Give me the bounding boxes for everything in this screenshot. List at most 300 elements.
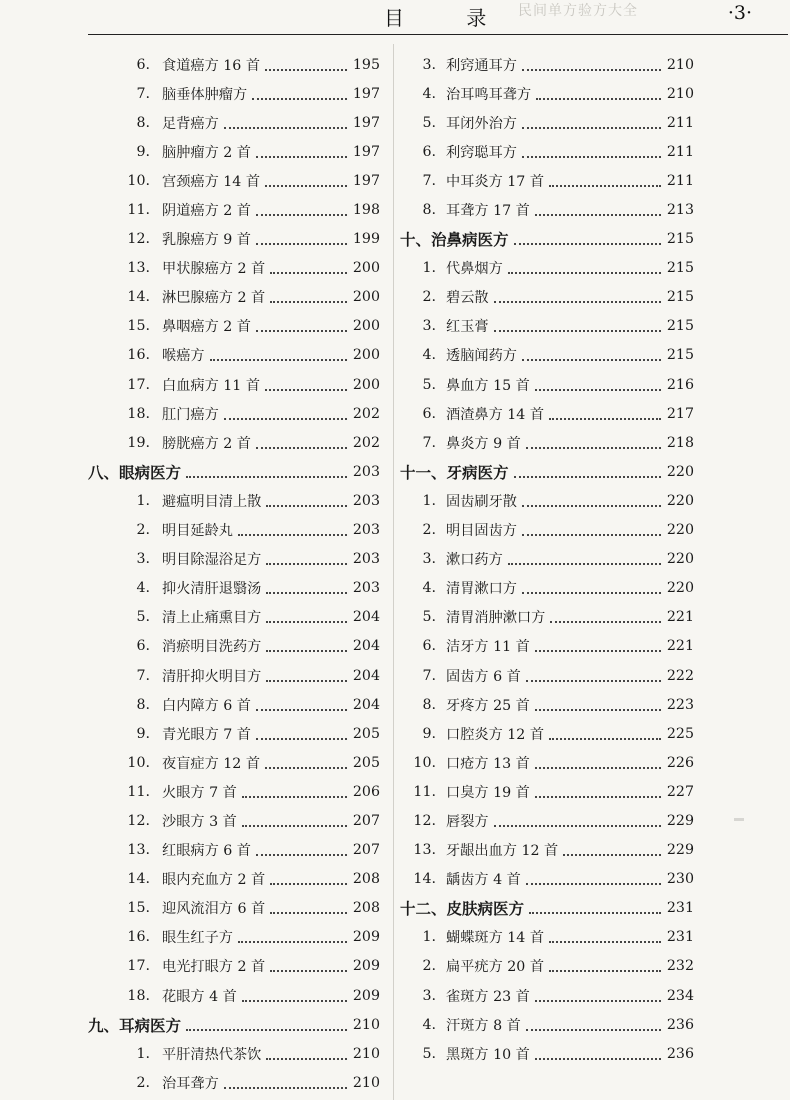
entry-number: 3. xyxy=(136,551,150,568)
dot-leader xyxy=(238,516,347,536)
entry-number: 7. xyxy=(136,667,150,684)
page-ref: 232 xyxy=(666,958,694,975)
entry-title: 耳聋方 17 首 xyxy=(446,203,530,220)
entry-title: 固齿方 6 首 xyxy=(446,668,521,685)
dot-leader xyxy=(550,603,661,623)
entry-title: 电光打眼方 2 首 xyxy=(162,959,266,976)
entry-title: 红玉膏 xyxy=(446,319,489,336)
entry-number: 2. xyxy=(422,958,436,975)
toc-entry[interactable] xyxy=(400,952,694,981)
page-ref: 210 xyxy=(352,1016,380,1033)
page-ref: 205 xyxy=(352,754,380,771)
page-ref: 220 xyxy=(666,492,694,509)
page-ref: 208 xyxy=(352,871,380,888)
toc-entry[interactable] xyxy=(88,661,380,690)
page-ref: 229 xyxy=(666,842,694,859)
toc-entry[interactable] xyxy=(400,632,694,661)
page-ref: 236 xyxy=(666,1045,694,1062)
toc-entry[interactable] xyxy=(88,254,380,283)
toc-entry[interactable] xyxy=(400,166,694,195)
page-ref: 202 xyxy=(352,405,380,422)
entry-number: 6. xyxy=(136,638,150,655)
dot-leader xyxy=(256,836,347,856)
toc-section-heading[interactable] xyxy=(88,1010,380,1039)
entry-title: 甲状腺癌方 2 首 xyxy=(162,261,266,278)
entry-number: 16. xyxy=(127,347,150,364)
toc-entry[interactable] xyxy=(88,981,380,1010)
toc-entry[interactable] xyxy=(88,50,380,79)
toc-entry[interactable] xyxy=(88,894,380,923)
entry-number: 13. xyxy=(127,842,150,859)
entry-title: 黑斑方 10 首 xyxy=(446,1046,530,1063)
toc-entry[interactable] xyxy=(88,486,380,515)
dot-leader xyxy=(242,982,347,1002)
page-ref: 210 xyxy=(352,1045,380,1062)
page-ref: 197 xyxy=(352,143,380,160)
dot-leader xyxy=(266,603,347,623)
dot-leader xyxy=(270,865,347,885)
entry-number: 9. xyxy=(136,143,150,160)
toc-entry[interactable] xyxy=(400,1010,694,1039)
entry-number: 1. xyxy=(422,929,436,946)
toc-entry[interactable] xyxy=(400,690,694,719)
entry-title: 治耳鸣耳聋方 xyxy=(446,86,532,103)
toc-entry[interactable] xyxy=(400,283,694,312)
page-ref: 204 xyxy=(352,696,380,713)
dot-leader xyxy=(514,458,661,478)
dot-leader xyxy=(266,487,347,507)
toc-entry[interactable] xyxy=(88,1068,380,1097)
toc-entry[interactable] xyxy=(400,777,694,806)
toc-entry[interactable] xyxy=(88,108,380,137)
toc-entry[interactable] xyxy=(400,981,694,1010)
entry-title: 口腔炎方 12 首 xyxy=(446,726,545,743)
page-ref: 222 xyxy=(666,667,694,684)
entry-number: 6. xyxy=(422,405,436,422)
toc-entry[interactable] xyxy=(88,1039,380,1068)
entry-number: 11. xyxy=(127,783,150,800)
entry-number: 5. xyxy=(422,376,436,393)
page-ref: 203 xyxy=(352,492,380,509)
page-ref: 229 xyxy=(666,812,694,829)
entry-title: 漱口药方 xyxy=(446,552,503,569)
entry-number: 12. xyxy=(127,231,150,248)
page-ref: 198 xyxy=(352,202,380,219)
section-title: 十二、皮肤病医方 xyxy=(400,899,525,919)
page-ref: 197 xyxy=(352,172,380,189)
page-ref: 200 xyxy=(352,376,380,393)
toc-entry[interactable] xyxy=(88,428,380,457)
page-ref: 215 xyxy=(666,260,694,277)
toc-entry[interactable] xyxy=(88,777,380,806)
page-ref: 200 xyxy=(352,260,380,277)
entry-number: 1. xyxy=(136,1045,150,1062)
entry-title: 阴道癌方 2 首 xyxy=(162,203,251,220)
dot-leader xyxy=(270,283,347,303)
dot-leader xyxy=(266,545,347,565)
dot-leader xyxy=(522,574,661,594)
dot-leader xyxy=(210,341,347,361)
toc-entry[interactable] xyxy=(400,108,694,137)
dot-leader xyxy=(256,196,347,216)
page-ref: 213 xyxy=(666,202,694,219)
entry-title: 平肝清热代茶饮 xyxy=(162,1046,262,1063)
toc-entry[interactable] xyxy=(88,79,380,108)
entry-number: 10. xyxy=(127,754,150,771)
faint-running-header: 民间单方验方大全 xyxy=(518,3,638,19)
entry-title: 食道癌方 16 首 xyxy=(162,57,261,74)
toc-entry[interactable] xyxy=(88,137,380,166)
entry-title: 迎风流泪方 6 首 xyxy=(162,901,266,918)
toc-entry[interactable] xyxy=(400,1039,694,1068)
entry-title: 耳闭外治方 xyxy=(446,115,517,132)
toc-entry[interactable] xyxy=(88,923,380,952)
dot-leader xyxy=(494,807,661,827)
entry-number: 9. xyxy=(136,725,150,742)
dot-leader xyxy=(549,952,661,972)
page-ref: 220 xyxy=(666,463,694,480)
page-ref: 209 xyxy=(352,958,380,975)
page-ref: 231 xyxy=(666,929,694,946)
toc-entry[interactable] xyxy=(400,254,694,283)
entry-number: 10. xyxy=(413,754,436,771)
entry-title: 火眼方 7 首 xyxy=(162,784,237,801)
toc-entry[interactable] xyxy=(88,283,380,312)
entry-number: 11. xyxy=(127,202,150,219)
page-ref: 209 xyxy=(352,929,380,946)
dot-leader xyxy=(266,574,347,594)
entry-number: 7. xyxy=(136,85,150,102)
entry-title: 夜盲症方 12 首 xyxy=(162,755,261,772)
section-title: 十一、牙病医方 xyxy=(400,462,509,482)
toc-entry[interactable] xyxy=(88,341,380,370)
toc-entry[interactable] xyxy=(88,748,380,777)
entry-title: 清胃消肿漱口方 xyxy=(446,610,546,627)
entry-number: 3. xyxy=(422,318,436,335)
dot-leader xyxy=(266,1040,347,1060)
dot-leader xyxy=(522,138,661,158)
page-ref: 218 xyxy=(666,434,694,451)
page-ref: 221 xyxy=(666,638,694,655)
toc-entry[interactable] xyxy=(400,545,694,574)
section-title: 八、眼病医方 xyxy=(88,462,182,482)
entry-number: 7. xyxy=(422,667,436,684)
entry-title: 利窍通耳方 xyxy=(446,57,517,74)
entry-title: 鼻咽癌方 2 首 xyxy=(162,319,251,336)
entry-title: 口疮方 13 首 xyxy=(446,755,530,772)
entry-title: 扁平疣方 20 首 xyxy=(446,959,545,976)
entry-title: 牙疼方 25 首 xyxy=(446,697,530,714)
dot-leader xyxy=(224,109,347,129)
entry-title: 乳腺癌方 9 首 xyxy=(162,232,251,249)
entry-number: 16. xyxy=(127,929,150,946)
entry-number: 15. xyxy=(127,900,150,917)
page-ref: 215 xyxy=(666,289,694,306)
page-ref: 200 xyxy=(352,347,380,364)
entry-number: 4. xyxy=(422,1016,436,1033)
toc-entry[interactable] xyxy=(400,661,694,690)
dot-leader xyxy=(563,836,661,856)
entry-number: 7. xyxy=(422,172,436,189)
dot-leader xyxy=(270,254,347,274)
toc-entry[interactable] xyxy=(88,545,380,574)
toc-entry[interactable] xyxy=(88,399,380,428)
dot-leader xyxy=(224,400,347,420)
toc-entry[interactable] xyxy=(400,399,694,428)
entry-title: 白内障方 6 首 xyxy=(162,697,251,714)
page-ref: 200 xyxy=(352,318,380,335)
dot-leader xyxy=(186,458,347,478)
page-ref: 204 xyxy=(352,638,380,655)
entry-title: 脑肿瘤方 2 首 xyxy=(162,144,251,161)
page-ref: 207 xyxy=(352,842,380,859)
dot-leader xyxy=(508,254,661,274)
entry-number: 10. xyxy=(127,172,150,189)
entry-number: 5. xyxy=(422,609,436,626)
dot-leader xyxy=(265,167,347,187)
dot-leader xyxy=(535,196,661,216)
toc-entry[interactable] xyxy=(88,166,380,195)
page-ref: 197 xyxy=(352,114,380,131)
entry-number: 8. xyxy=(422,202,436,219)
dot-leader xyxy=(535,778,661,798)
page-ref: 225 xyxy=(666,725,694,742)
toc-entry[interactable] xyxy=(400,137,694,166)
toc-section-heading[interactable] xyxy=(88,457,380,486)
dot-leader xyxy=(265,371,347,391)
entry-title: 眼内充血方 2 首 xyxy=(162,872,266,889)
dot-leader xyxy=(494,283,661,303)
entry-title: 抑火清肝退翳汤 xyxy=(162,581,262,598)
toc-entry[interactable] xyxy=(400,486,694,515)
entry-title: 唇裂方 xyxy=(446,813,489,830)
dot-leader xyxy=(256,138,347,158)
entry-number: 1. xyxy=(422,260,436,277)
toc-section-heading[interactable] xyxy=(400,457,694,486)
toc-entry[interactable] xyxy=(88,370,380,399)
dot-leader xyxy=(270,894,347,914)
dot-leader xyxy=(242,778,347,798)
entry-number: 14. xyxy=(127,289,150,306)
page-ref: 227 xyxy=(666,783,694,800)
page-ref: 203 xyxy=(352,580,380,597)
entry-title: 固齿刷牙散 xyxy=(446,493,517,510)
entry-number: 4. xyxy=(422,347,436,364)
page-title: 目 录 xyxy=(384,6,515,30)
dot-leader xyxy=(256,429,347,449)
page-ref: 200 xyxy=(352,289,380,306)
entry-title: 口臭方 19 首 xyxy=(446,784,530,801)
page-ref: 204 xyxy=(352,667,380,684)
dot-leader xyxy=(536,80,661,100)
entry-number: 2. xyxy=(422,522,436,539)
dot-leader xyxy=(494,312,661,332)
toc-entry[interactable] xyxy=(400,865,694,894)
dot-leader xyxy=(265,51,347,71)
page-ref: 195 xyxy=(352,56,380,73)
toc-entry[interactable] xyxy=(88,952,380,981)
toc-entry[interactable] xyxy=(88,574,380,603)
entry-title: 宫颈癌方 14 首 xyxy=(162,173,261,190)
entry-title: 沙眼方 3 首 xyxy=(162,813,237,830)
entry-title: 脑垂体肿瘤方 xyxy=(162,86,248,103)
dot-leader xyxy=(224,1069,347,1089)
entry-title: 蝴蝶斑方 14 首 xyxy=(446,930,545,947)
entry-number: 15. xyxy=(127,318,150,335)
entry-number: 2. xyxy=(136,1074,150,1091)
toc-entry[interactable] xyxy=(88,690,380,719)
entry-number: 5. xyxy=(422,1045,436,1062)
toc-entry[interactable] xyxy=(400,748,694,777)
entry-number: 2. xyxy=(422,289,436,306)
toc-entry[interactable] xyxy=(400,370,694,399)
dot-leader xyxy=(256,691,347,711)
entry-title: 避瘟明目清上散 xyxy=(162,493,262,510)
entry-number: 14. xyxy=(413,871,436,888)
dot-leader xyxy=(266,662,347,682)
dot-leader xyxy=(535,749,661,769)
toc-entry[interactable] xyxy=(88,195,380,224)
entry-title: 洁牙方 11 首 xyxy=(446,639,530,656)
page-ref: 234 xyxy=(666,987,694,1004)
dot-leader xyxy=(529,894,661,914)
entry-title: 足背癌方 xyxy=(162,115,219,132)
dot-leader xyxy=(508,545,661,565)
entry-number: 14. xyxy=(127,871,150,888)
dot-leader xyxy=(266,632,347,652)
page-ref: 206 xyxy=(352,783,380,800)
entry-number: 18. xyxy=(127,987,150,1004)
toc-entry[interactable] xyxy=(400,836,694,865)
toc-entry[interactable] xyxy=(88,806,380,835)
toc-entry[interactable] xyxy=(400,79,694,108)
dot-leader xyxy=(526,662,661,682)
entry-number: 17. xyxy=(127,958,150,975)
entry-title: 肛门癌方 xyxy=(162,406,219,423)
toc-entry[interactable] xyxy=(400,574,694,603)
dot-leader xyxy=(522,51,661,71)
page-number: ·3· xyxy=(727,2,752,24)
dot-leader xyxy=(535,691,661,711)
entry-title: 喉癌方 xyxy=(162,348,205,365)
entry-title: 白血病方 11 首 xyxy=(162,377,261,394)
page-ref: 210 xyxy=(352,1074,380,1091)
toc-entry[interactable] xyxy=(400,923,694,952)
page-ref: 217 xyxy=(666,405,694,422)
entry-title: 龋齿方 4 首 xyxy=(446,872,521,889)
toc-entry[interactable] xyxy=(400,312,694,341)
entry-title: 明目固齿方 xyxy=(446,523,517,540)
dot-leader xyxy=(186,1011,347,1031)
entry-number: 3. xyxy=(422,56,436,73)
section-title: 九、耳病医方 xyxy=(88,1015,182,1035)
dot-leader xyxy=(522,487,661,507)
entry-number: 5. xyxy=(136,609,150,626)
entry-number: 5. xyxy=(422,114,436,131)
page-ref: 211 xyxy=(666,143,694,160)
page-ref: 215 xyxy=(666,347,694,364)
entry-title: 牙龈出血方 12 首 xyxy=(446,843,559,860)
entry-title: 透脑闻药方 xyxy=(446,348,517,365)
page-ref: 221 xyxy=(666,609,694,626)
toc-entry[interactable] xyxy=(88,865,380,894)
entry-title: 清肝抑火明目方 xyxy=(162,668,262,685)
dot-leader xyxy=(256,312,347,332)
entry-title: 代鼻烟方 xyxy=(446,261,503,278)
page-ref: 203 xyxy=(352,463,380,480)
dot-leader xyxy=(526,865,661,885)
page-ref: 204 xyxy=(352,609,380,626)
toc-entry[interactable] xyxy=(400,341,694,370)
page-ref: 226 xyxy=(666,754,694,771)
toc-entry[interactable] xyxy=(400,719,694,748)
entry-title: 眼生红子方 xyxy=(162,930,233,947)
entry-number: 6. xyxy=(422,143,436,160)
toc-entry[interactable] xyxy=(88,632,380,661)
dot-leader xyxy=(522,341,661,361)
page-ref: 216 xyxy=(666,376,694,393)
entry-title: 清上止痛熏目方 xyxy=(162,610,262,627)
entry-title: 鼻炎方 9 首 xyxy=(446,435,521,452)
dot-leader xyxy=(549,923,661,943)
toc-entry[interactable] xyxy=(400,195,694,224)
page-ref: 203 xyxy=(352,551,380,568)
dot-leader xyxy=(549,400,661,420)
dot-leader xyxy=(265,749,347,769)
entry-title: 汗斑方 8 首 xyxy=(446,1017,521,1034)
toc-entry[interactable] xyxy=(88,719,380,748)
toc-entry[interactable] xyxy=(400,806,694,835)
toc-entry[interactable] xyxy=(88,312,380,341)
dot-leader xyxy=(549,167,661,187)
entry-title: 淋巴腺癌方 2 首 xyxy=(162,290,266,307)
toc-entry[interactable] xyxy=(400,50,694,79)
page-ref: 220 xyxy=(666,551,694,568)
toc-entry[interactable] xyxy=(400,516,694,545)
section-title: 十、治鼻病医方 xyxy=(400,230,509,250)
dot-leader xyxy=(270,952,347,972)
toc-right-column xyxy=(400,50,694,1068)
dot-leader xyxy=(549,720,661,740)
entry-title: 雀斑方 23 首 xyxy=(446,988,530,1005)
toc-entry[interactable] xyxy=(400,428,694,457)
toc-entry[interactable] xyxy=(400,603,694,632)
entry-number: 4. xyxy=(422,580,436,597)
toc-section-heading[interactable] xyxy=(400,225,694,254)
entry-title: 中耳炎方 17 首 xyxy=(446,173,545,190)
toc-entry[interactable] xyxy=(88,516,380,545)
entry-title: 膀胱癌方 2 首 xyxy=(162,435,251,452)
entry-number: 12. xyxy=(127,812,150,829)
toc-entry[interactable] xyxy=(88,836,380,865)
dot-leader xyxy=(242,807,347,827)
toc-entry[interactable] xyxy=(88,225,380,254)
dot-leader xyxy=(526,429,661,449)
page-ref: 199 xyxy=(352,231,380,248)
dot-leader xyxy=(526,1011,661,1031)
entry-number: 8. xyxy=(422,696,436,713)
toc-section-heading[interactable] xyxy=(400,894,694,923)
entry-number: 17. xyxy=(127,376,150,393)
entry-number: 8. xyxy=(136,114,150,131)
toc-entry[interactable] xyxy=(88,603,380,632)
column-divider xyxy=(393,44,394,1100)
entry-title: 酒渣鼻方 14 首 xyxy=(446,406,545,423)
page-ref: 223 xyxy=(666,696,694,713)
scan-mark xyxy=(734,818,744,821)
page-ref: 210 xyxy=(666,56,694,73)
entry-number: 6. xyxy=(422,638,436,655)
